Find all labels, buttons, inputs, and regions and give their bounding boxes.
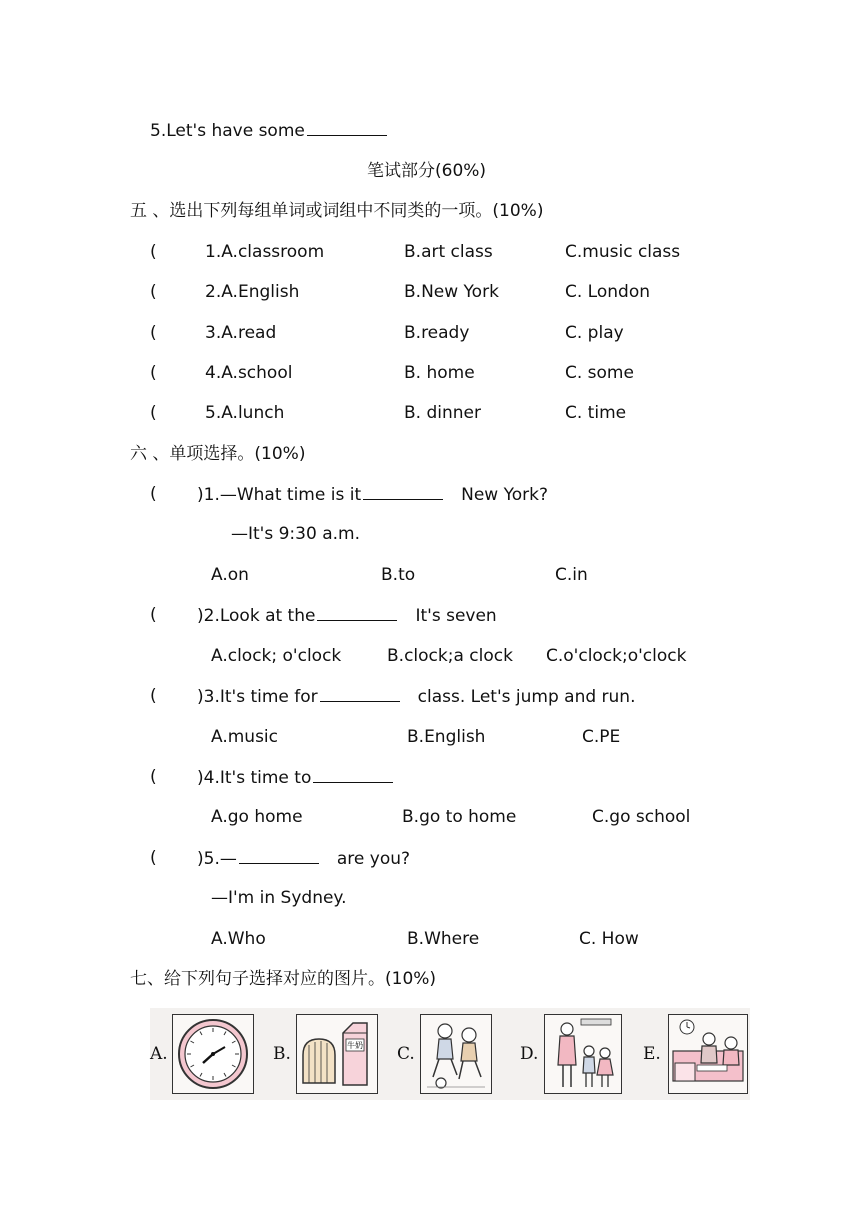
option-b: B.Where [407,929,480,949]
listening-item-5: 5.Let's have some [150,119,389,142]
section7-heading: 七、给下列句子选择对应的图片。(10%) [130,969,437,989]
answer-paren[interactable]: ( [150,484,157,504]
question-1: )1.—What time is it New York? [197,485,548,505]
option-a: A.Who [211,929,266,949]
picture-label-a: A. [150,1044,168,1064]
option-b: B.to [381,565,416,585]
option-c: C.o'clock;o'clock [546,646,687,666]
picture-label-b: B. [273,1044,291,1064]
question-4: )4.It's time to [197,766,395,789]
bread-milk-picture[interactable] [296,1014,378,1094]
answer-blank[interactable] [307,119,387,136]
milk-label: 牛奶 [347,1041,363,1050]
option-a: A.clock; o'clock [211,646,342,666]
option-c: C.go school [592,807,691,827]
question-2: )2.Look at the It's seven [197,606,497,626]
picture-label-d: D. [520,1044,539,1064]
family-greeting-icon [545,1015,621,1093]
football-picture[interactable] [420,1014,492,1094]
answer-paren[interactable]: ( [150,686,157,706]
bread-milk-icon [297,1015,377,1093]
option-c: C.PE [582,727,621,747]
picture-strip [150,1008,750,1100]
option-b: B.English [407,727,486,747]
answer-paren[interactable]: ( [150,323,157,343]
section5-heading: 五 、选出下列每组单词或词组中不同类的一项。(10%) [130,201,544,221]
question-5-reply: —I'm in Sydney. [211,888,347,908]
answer-paren[interactable]: ( [150,767,157,787]
option-c: C.in [555,565,588,585]
answer-blank[interactable] [239,847,319,864]
answer-paren[interactable]: ( [150,363,157,383]
family-dinner-icon [669,1015,747,1093]
answer-paren[interactable]: ( [150,242,157,262]
answer-blank[interactable] [317,604,397,621]
answer-paren[interactable]: ( [150,605,157,625]
answer-blank[interactable] [313,766,393,783]
picture-label-e: E. [643,1044,661,1064]
option-a: A.on [211,565,249,585]
option-b: B.go to home [402,807,517,827]
answer-paren[interactable]: ( [150,282,157,302]
question-5: )5.— are you? [197,849,411,869]
option-c: C. How [579,929,639,949]
family-picture[interactable] [544,1014,622,1094]
clock-picture[interactable] [172,1014,254,1094]
written-part-title: 笔试部分(60%) [367,161,487,181]
option-a: A.music [211,727,278,747]
football-players-icon [421,1015,491,1093]
question-1-reply: —It's 9:30 a.m. [231,524,360,544]
option-a: A.go home [211,807,303,827]
answer-paren[interactable]: ( [150,848,157,868]
answer-paren[interactable]: ( [150,403,157,423]
picture-label-c: C. [397,1044,415,1064]
dinner-picture[interactable] [668,1014,748,1094]
answer-blank[interactable] [363,483,443,500]
answer-blank[interactable] [320,685,400,702]
clock-icon [173,1015,253,1093]
section6-heading: 六 、单项选择。(10%) [130,444,306,464]
question-3: )3.It's time for class. Let's jump and run. [197,687,636,707]
option-b: B.clock;a clock [387,646,513,666]
